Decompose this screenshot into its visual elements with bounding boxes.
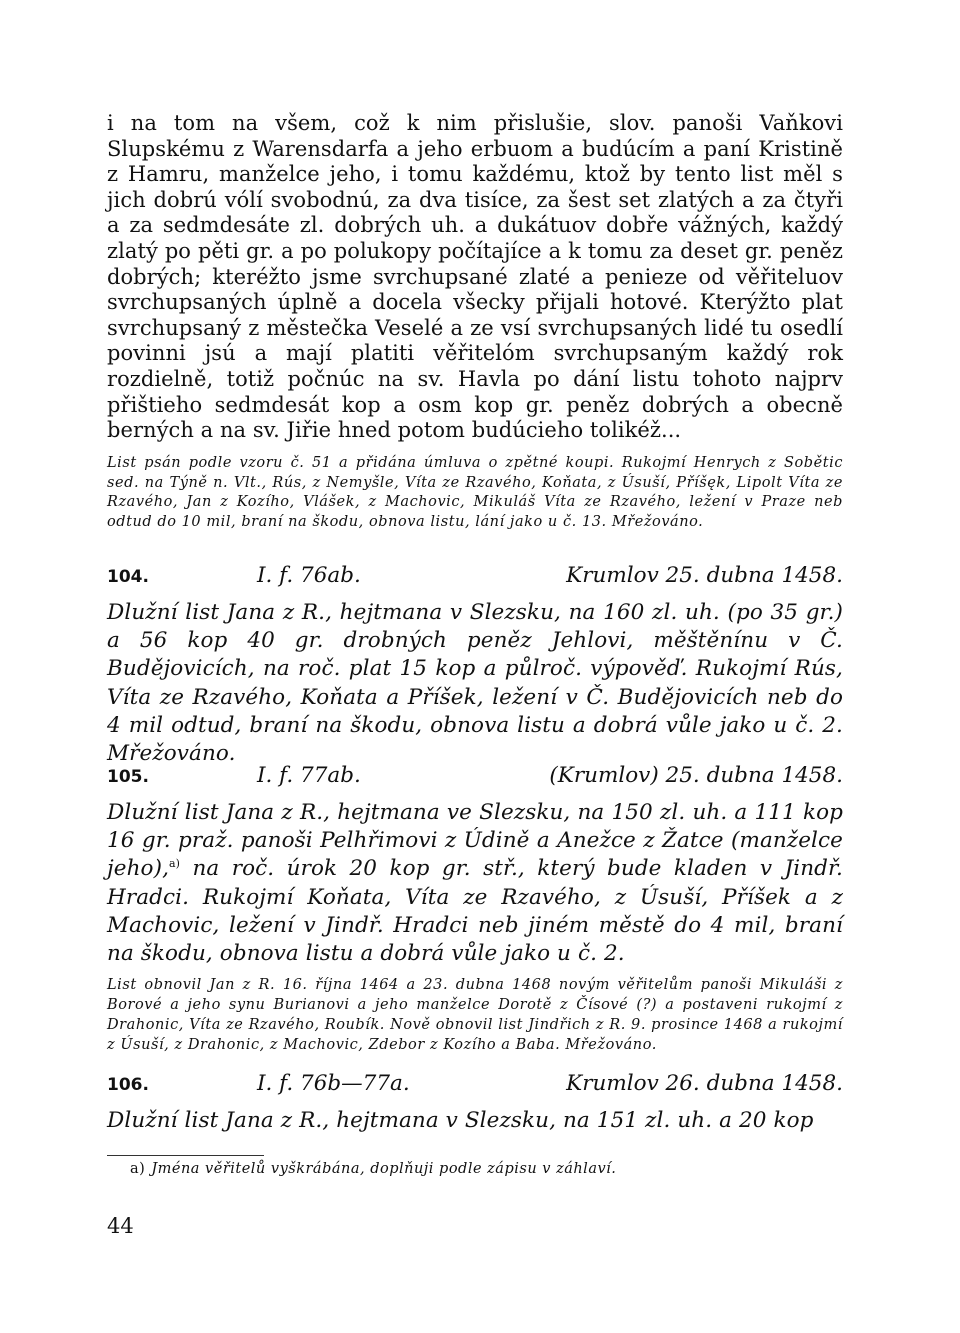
entry-106: [107, 1071, 843, 1135]
top-paragraph: i na tom na všem, což k nim přislušie, slov. panoši Vaňkovi Slupskému z Warensdarfa a jeho erbuom a budúcím a paní Kristině z Hamru, manželce jeho, i tomu každému, ktož by tento list měl s jich dobrú vólí svobodnú, za dva tisíce, za šest set zlatých a za čtyři a za sedmdesáte zl. dobrých uh. a dukátuov dobře vážných, každý zlatý po pěti gr. a po polukopy počítajíce a k tomu za deset gr. peněz dobrých; kteréžto jsme svrchupsané zlaté a penieze od věřiteluov svrchupsaných úplně a docela všecky přijali hotové. Kterýžto plat svrchupsaný z městečka Veselé a ze vsí svrchupsaných lidé tu osedlí povinni jsú a mají platiti věřitelóm svrchupsaným každý rok rozdielně, totiž počnúc na sv. Havla po dání listu tohoto najprv přištieho sedmdesát kop a osm kop gr. peněz dobrých a obecně berných a na sv. Jiřie hned potom budúcieho tolikéž...: [107, 111, 843, 443]
entry-date: Krumlov 26. dubna 1458.: [566, 1071, 843, 1096]
entry-number: 104.: [107, 567, 149, 587]
footnote-reference: a): [169, 857, 181, 871]
entry-header: [107, 763, 843, 791]
continued-charter-text: [107, 111, 843, 533]
entry-folio: I. f. 77ab.: [257, 763, 361, 788]
entry-date: Krumlov 25. dubna 1458.: [566, 563, 843, 588]
regest-text-part: Dlužní list Jana z R., hejtmana ve Slezsku, na 150 zl. uh. a 111 kop 16 gr. praž. panoši Pelhřimovi z Údině a Anežce z Žatce (manželce jeho),: [107, 800, 843, 882]
footnote-text: Jména věřitelů vyškrábána, doplňuji podle zápisu v záhlaví.: [151, 1161, 617, 1177]
page-number: 44: [107, 1214, 134, 1238]
entry-104: [107, 563, 843, 768]
entry-regest: Dlužní list Jana z R., hejtmana v Slezsku, na 151 zl. uh. a 20 kop: [107, 1108, 814, 1133]
footnote-divider: [107, 1155, 264, 1156]
entry-number: 105.: [107, 767, 149, 787]
editorial-note: List obnovil Jan z R. 16. října 1464 a 23. dubna 1468 novým věřitelům panoši Mikuláši z Borové a jeho synu Burianovi a jeho manželce Dorotě z Čísové (?) a postaveni rukojmí z Drahonic, Víta ze Rzavého, Roubík. Nově obnovil list Jindřich z R. 9. prosince 1468 a rukojmí z Úsuší, z Drahonic, z Machovic, Zdebor z Kozího a Baba. Mřežováno.: [107, 977, 843, 1053]
entry-folio: I. f. 76b—77a.: [257, 1071, 410, 1096]
footnote-mark: a): [130, 1161, 146, 1177]
entry-header: [107, 563, 843, 591]
editorial-note: List psán podle vzoru č. 51 a přidána úmluva o zpětné koupi. Rukojmí Henrych z Sobětic sed. na Týně n. Vlt., Rús, z Nemyšle, Víta ze Rzavého, Koňata, z Úsuší, Příšęk, Lipolt Víta ze Rzavého, Jan z Kozího, Vlášek, z Machovic, Mikuláš Víta ze Rzavého, ležení v Praze neb odtud do 10 mil, braní na škodu, obnova listu, lání jako u č. 13. Mřežováno.: [107, 454, 843, 531]
footnote: [130, 1161, 830, 1177]
regest-text-part: na roč. úrok 20 kop gr. stř., který bude kladen v Jindř. Hradci. Rukojmí Koňata, Víta ze Rzavého, z Úsuší, Příšek a z Machovic, ležení v Jindř. Hradci neb jiném městě do 4 mil, braní na škodu, obnova listu a dobrá vůle jako u č. 2.: [107, 856, 843, 967]
entry-folio: I. f. 76ab.: [257, 563, 361, 588]
entry-105: [107, 763, 843, 1055]
entry-number: 106.: [107, 1075, 149, 1095]
entry-regest: [107, 799, 843, 968]
entry-header: [107, 1071, 843, 1099]
entry-date: (Krumlov) 25. dubna 1458.: [549, 763, 843, 788]
entry-regest: Dlužní list Jana z R., hejtmana v Slezsku, na 160 zl. uh. (po 35 gr.) a 56 kop 40 gr. drobných peněz Jehlovi, měštěnínu v Č. Budějovicích, na roč. plat 15 kop a půlroč. výpověď. Rukojmí Rús, Víta ze Rzavého, Koňata a Příšek, ležení v Č. Budějovicích neb do 4 mil odtud, braní na škodu, obnova listu a dobrá vůle jako u č. 2. Mřežováno.: [107, 600, 843, 767]
